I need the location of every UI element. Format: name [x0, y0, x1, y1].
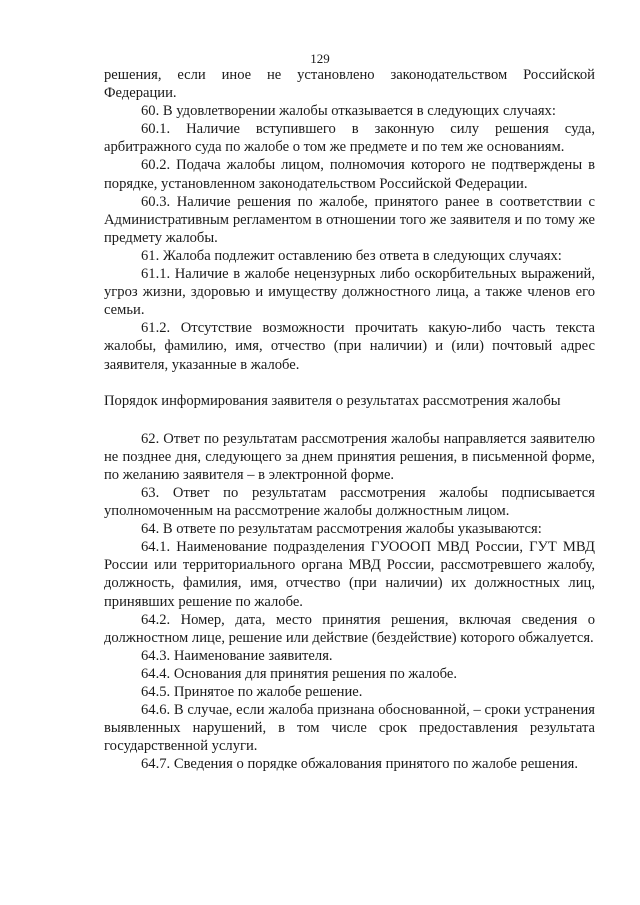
paragraph-64-1: 64.1. Наименование подразделения ГУОООП МВД России, ГУТ МВД России или территориального органа МВД России, рассмотревшего жалобу, должность, фамилия, имя, отчество (при наличии) их должностных лиц, принявших решение по жалобе. — [104, 539, 595, 610]
page-number: 129 — [310, 51, 330, 66]
paragraph-60-3: 60.3. Наличие решения по жалобе, принятого ранее в соответствии с Административным регламентом в отношении того же заявителя и по тому же предмету жалобы. — [104, 193, 595, 246]
paragraph-60-1: 60.1. Наличие вступившего в законную силу решения суда, арбитражного суда по жалобе о том же предмете и по тем же основаниям. — [104, 121, 595, 156]
paragraph-63: 63. Ответ по результатам рассмотрения жалобы подписывается уполномоченным на рассмотрение жалобы должностным лицом. — [104, 484, 595, 520]
paragraph-61-1: 61.1. Наличие в жалобе нецензурных либо оскорбительных выражений, угроз жизни, здоровью и имуществу должностного лица, а также членов его семьи. — [104, 266, 595, 319]
paragraph-64-6: 64.6. В случае, если жалоба признана обоснованной, – сроки устранения выявленных нарушений, в том числе срок предоставления результата государственной услуги. — [104, 702, 595, 755]
section-title: Порядок информирования заявителя о результатах рассмотрения жалобы — [104, 392, 561, 409]
paragraph-64-7: 64.7. Сведения о порядке обжалования принятого по жалобе решения. — [141, 756, 579, 773]
paragraph-62: 62. Ответ по результатам рассмотрения жалобы направляется заявителю не позднее дня, следующего за днем принятия решения, в письменной форме, по желанию заявителя – в электронной форме. — [104, 430, 595, 483]
paragraph-61: 61. Жалоба подлежит оставлению без ответа в следующих случаях: — [141, 247, 562, 264]
paragraph-64-3: 64.3. Наименование заявителя. — [141, 647, 333, 664]
paragraph-64: 64. В ответе по результатам рассмотрения жалобы указываются: — [141, 521, 542, 538]
paragraph-60-2: 60.2. Подача жалобы лицом, полномочия которого не подтверждены в порядке, установленном законодательством Российской Федерации. — [104, 157, 595, 192]
paragraph-continuation: решения, если иное не установлено законодательством Российской Федерации. — [104, 67, 595, 102]
paragraph-61-2: 61.2. Отсутствие возможности прочитать какую-либо часть текста жалобы, фамилию, имя, отчество (при наличии) и (или) почтовый адрес заявителя, указанные в жалобе. — [104, 320, 595, 373]
paragraph-64-2: 64.2. Номер, дата, место принятия решения, включая сведения о должностном лице, решение или действие (бездействие) которого обжалуется. — [104, 611, 595, 646]
paragraph-64-5: 64.5. Принятое по жалобе решение. — [141, 684, 363, 700]
paragraph-60: 60. В удовлетворении жалобы отказывается в следующих случаях: — [141, 103, 556, 120]
document-body — [104, 66, 595, 773]
paragraph-64-4: 64.4. Основания для принятия решения по жалобе. — [141, 665, 458, 682]
